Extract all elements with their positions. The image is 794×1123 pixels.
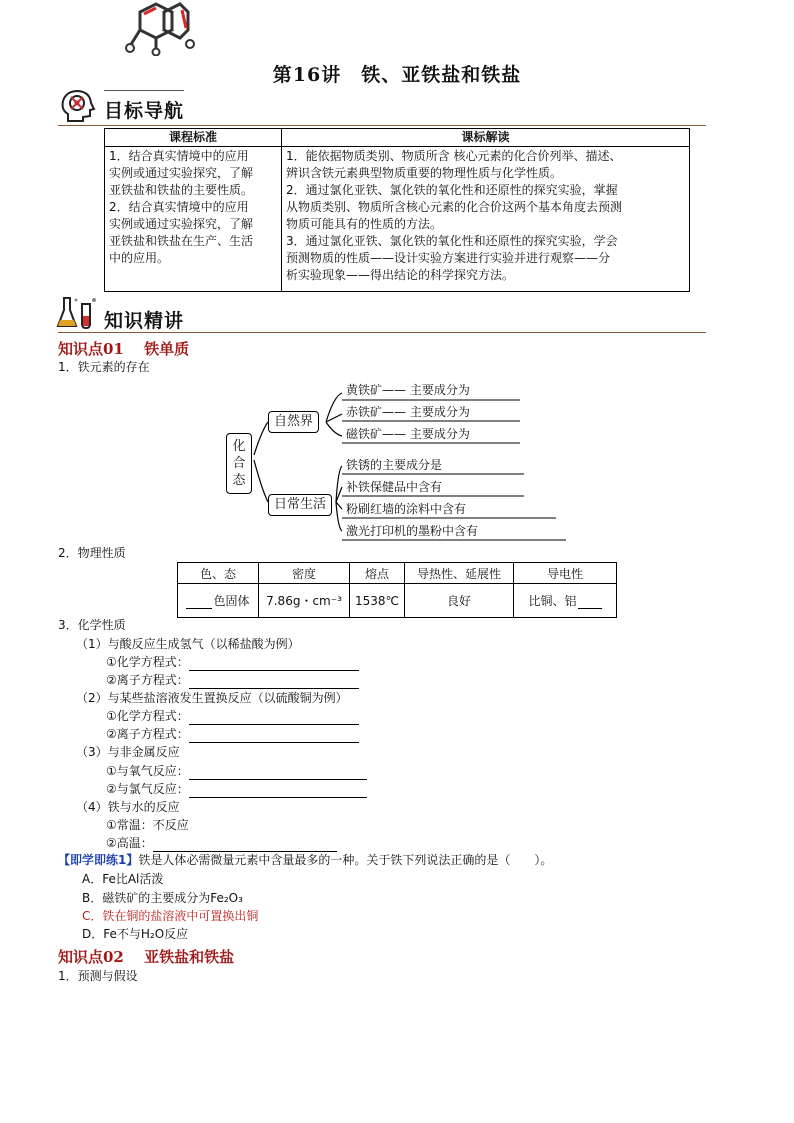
header-course-standard: 课程标准 — [105, 129, 282, 147]
kp01-item3: 3．化学性质 — [58, 618, 126, 632]
std-line: 实例或通过实验探究，了解 — [109, 217, 254, 231]
leaf-magnetite: 磁铁矿—— 主要成分为 — [346, 427, 470, 441]
standards-table — [104, 128, 690, 292]
phys-header: 导热性、延展性 — [405, 563, 514, 584]
practice-question — [58, 852, 748, 869]
interp-line: 物质可能具有的性质的方法。 — [286, 217, 443, 231]
std-line: 1．结合真实情境中的应用 — [109, 149, 249, 163]
interp-line: 从物质类别、物质所含核心元素的化合价这两个基本角度去预测 — [286, 200, 623, 214]
head-gear-icon — [58, 88, 96, 124]
interpretation-cell — [282, 147, 690, 292]
phys-header: 熔点 — [350, 563, 405, 584]
chem-2-ion: ②离子方程式： — [106, 726, 359, 743]
phys-header-row — [178, 563, 617, 584]
chem-2-eq: ①化学方程式： — [106, 708, 359, 725]
option-a: A．Fe比Al活泼 — [82, 872, 164, 886]
flask-icon — [56, 294, 100, 330]
std-line: 实例或通过实验探究，了解 — [109, 166, 254, 180]
physical-properties-table — [177, 562, 617, 618]
leaf-toner: 激光打印机的墨粉中含有 — [346, 524, 479, 538]
std-line: 亚铁盐和铁盐的主要性质。 — [109, 183, 254, 197]
phys-color-state: 色固体 — [178, 584, 259, 618]
header-interpretation: 课标解读 — [282, 129, 690, 147]
header-short-rule — [104, 90, 184, 91]
chem-3-head: （3）与非金属反应 — [76, 745, 180, 759]
phys-melting-point: 1538℃ — [350, 584, 405, 618]
section-nav-rule — [58, 125, 706, 126]
kp01-item2: 2．物理性质 — [58, 546, 126, 560]
option-d: D．Fe不与H₂O反应 — [82, 927, 189, 941]
kp02-title: 知识点02 亚铁盐和铁盐 — [58, 948, 235, 966]
chem-4-head: （4）铁与水的反应 — [76, 800, 180, 814]
branch-nature: 自然界 — [268, 411, 319, 433]
section-knowledge-title: 知识精讲 — [104, 310, 185, 332]
interp-line: 1．能依据物质类别、物质所含 核心元素的化合价列举、描述、 — [286, 149, 622, 163]
option-b: B．磁铁矿的主要成分为Fe₂O₃ — [82, 891, 243, 905]
std-line: 2．结合真实情境中的应用 — [109, 200, 249, 214]
chem-3-o2: ①与氧气反应： — [106, 763, 367, 780]
chem-1-head: （1）与酸反应生成氢气（以稀盐酸为例） — [76, 637, 300, 651]
section-knowledge-rule — [58, 332, 706, 333]
std-line: 中的应用。 — [109, 251, 170, 265]
leaf-supplement: 补铁保健品中含有 — [346, 480, 443, 494]
kp01-item1: 1．铁元素的存在 — [58, 360, 150, 374]
leaf-hematite: 赤铁矿—— 主要成分为 — [346, 405, 470, 419]
interp-line: 析实验现象——得出结论的科学探究方法。 — [286, 268, 515, 282]
phys-density: 7.86g・cm⁻³ — [259, 584, 350, 618]
chem-4-room: ①常温：不反应 — [106, 818, 189, 832]
phys-header: 密度 — [259, 563, 350, 584]
root-node: 化合态 — [226, 433, 252, 494]
kp02-item1: 1．预测与假设 — [58, 969, 138, 983]
std-line: 亚铁盐和铁盐在生产、生活 — [109, 234, 254, 248]
interp-line: 2．通过氯化亚铁、氯化铁的氧化性和还原性的探究实验，掌握 — [286, 183, 618, 197]
chem-1-eq: ①化学方程式： — [106, 654, 359, 671]
leaf-pyrite: 黄铁矿—— 主要成分为 — [346, 383, 470, 397]
standards-body-row — [105, 147, 690, 292]
phys-value-row — [178, 584, 617, 618]
chem-3-cl2: ②与氯气反应： — [106, 781, 367, 798]
branch-daily-life: 日常生活 — [268, 494, 332, 516]
phys-header: 导电性 — [514, 563, 617, 584]
course-standard-cell — [105, 147, 282, 292]
leaf-rust: 铁锈的主要成分是 — [346, 458, 443, 472]
interp-line: 3．通过氯化亚铁、氯化铁的氧化性和还原性的探究实验，学会 — [286, 234, 618, 248]
section-nav-title: 目标导航 — [104, 100, 185, 122]
interp-line: 辨识含铁元素典型物质重要的物理性质与化学性质。 — [286, 166, 563, 180]
leaf-red-paint: 粉刷红墙的涂料中含有 — [346, 502, 467, 516]
chem-4-high: ②高温： — [106, 835, 337, 852]
phys-conductivity: 比铜、铝 — [514, 584, 617, 618]
practice-stem: 铁是人体必需微量元素中含量最多的一种。关于铁下列说法正确的是（ ）。 — [138, 853, 553, 867]
chem-1-ion: ②离子方程式： — [106, 672, 359, 689]
page-title: 第16讲 铁、亚铁盐和铁盐 — [272, 64, 522, 86]
standards-header-row — [105, 129, 690, 147]
practice-tag: 【即学即练1】 — [58, 853, 139, 867]
molecule-logo-icon — [118, 0, 196, 56]
phys-thermal: 良好 — [405, 584, 514, 618]
option-c-answer: C．铁在铜的盐溶液中可置换出铜 — [82, 909, 259, 923]
interp-line: 预测物质的性质——设计实验方案进行实验并进行观察——分 — [286, 251, 611, 265]
kp01-title: 知识点01 铁单质 — [58, 340, 190, 358]
chem-2-head: （2）与某些盐溶液发生置换反应（以硫酸铜为例） — [76, 691, 348, 705]
phys-header: 色、态 — [178, 563, 259, 584]
